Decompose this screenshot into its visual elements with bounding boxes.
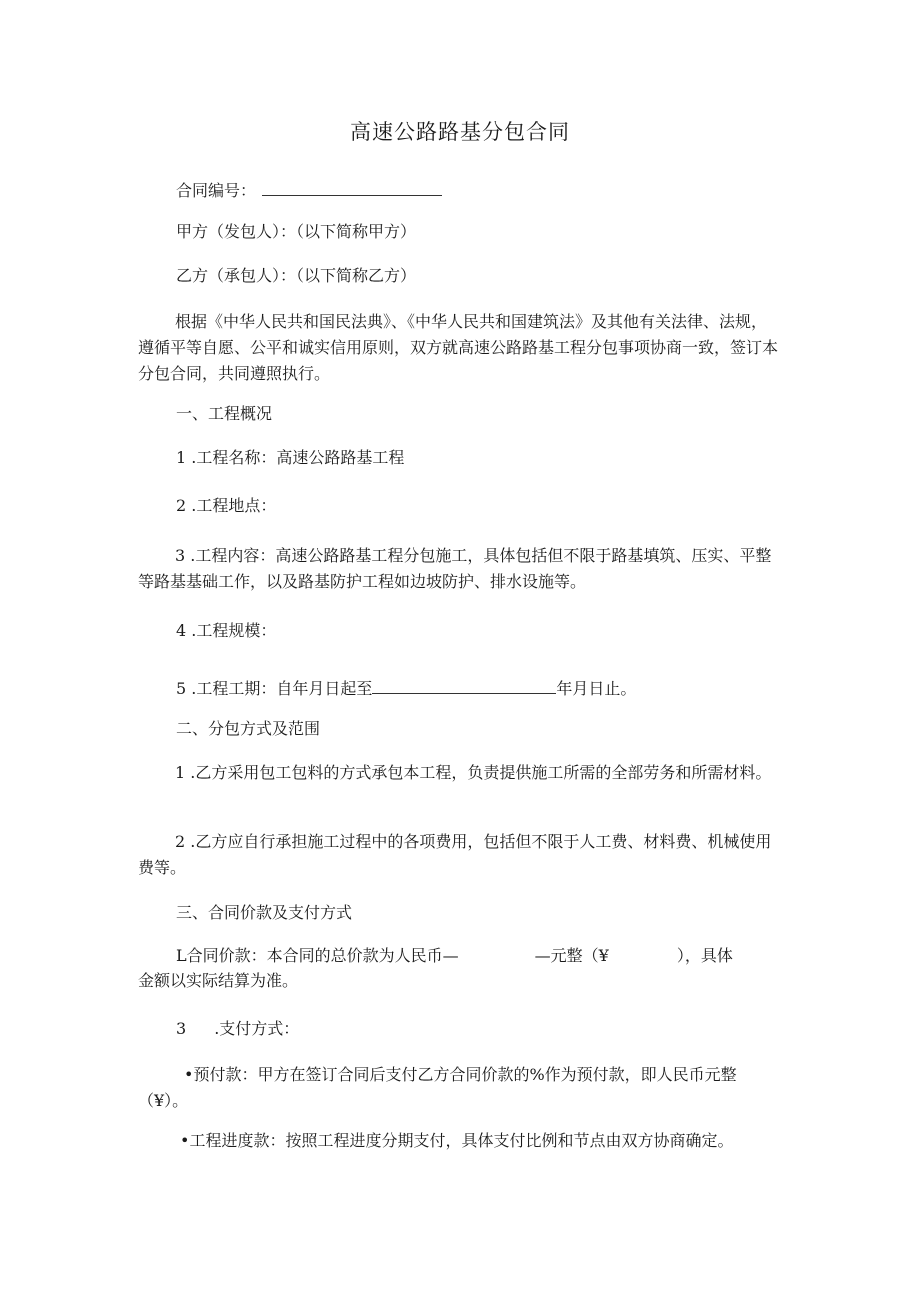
contract-price-tail: ），具体 (676, 946, 733, 965)
section1-item4: 4 .工程规模： (176, 621, 277, 640)
payment-number: 3 (176, 1019, 187, 1038)
section2-item1: 1 .乙方采用包工包料的方式承包本工程，负责提供施工所需的全部劳务和所需材料。 (175, 763, 772, 782)
contract-number-blank (262, 177, 442, 196)
prepayment-bullet: •预付款：甲方在签订合同后支付乙方合同价款的%作为预付款，即人民币元整（¥）。 (138, 1065, 737, 1110)
section1-item3: 3 .工程内容：高速公路路基工程分包施工，具体包括但不限于路基填筑、压实、平整等路基基础工作，以及路基防护工程如边坡防护、排水设施等。 (138, 546, 772, 591)
section1-item5-suffix: 年月日止。 (556, 679, 637, 698)
section1-item5-prefix: 5 .工程工期：自年月日起至 (176, 679, 373, 698)
party-a-line: 甲方（发包人）：（以下简称甲方） (176, 222, 417, 241)
preamble-paragraph: 根据《中华人民共和国民法典》、《中华人民共和国建筑法》及其他有关法律、法规，遵循平等自愿、公平和诚实信用原则，双方就高速公路路基工程分包事项协商一致，签订本分包合同，共同遵照执行。 (138, 312, 779, 383)
section3-item1-line1 (176, 945, 733, 967)
duration-end-blank (372, 675, 556, 694)
section2-heading: 二、分包方式及范围 (176, 719, 321, 738)
section3-heading: 三、合同价款及支付方式 (176, 903, 353, 922)
section1-item2: 2 .工程地点： (176, 496, 277, 515)
contract-price-text: L合同价款：本合同的总价款为人民币— (176, 946, 459, 965)
section3-item3 (176, 1018, 299, 1040)
party-b-line: 乙方（承包人）：（以下简称乙方） (176, 266, 417, 285)
payment-method-label: .支付方式： (214, 1019, 300, 1038)
section1-item1: 1 .工程名称：高速公路路基工程 (176, 448, 405, 467)
document-title: 高速公路路基分包合同 (350, 120, 570, 144)
progress-payment-bullet: •工程进度款：按照工程进度分期支付，具体支付比例和节点由双方协商确定。 (180, 1131, 734, 1150)
section1-item5 (176, 675, 636, 700)
section1-heading: 一、工程概况 (176, 404, 273, 423)
section2-item2: 2 .乙方应自行承担施工过程中的各项费用，包括但不限于人工费、材料费、机械使用费等。 (138, 832, 772, 877)
contract-number-label: 合同编号： (176, 181, 257, 200)
contract-number-line (176, 177, 442, 202)
contract-price-yuan: —元整（¥ (534, 946, 609, 965)
section3-item1-line2: 金额以实际结算为准。 (138, 971, 299, 990)
